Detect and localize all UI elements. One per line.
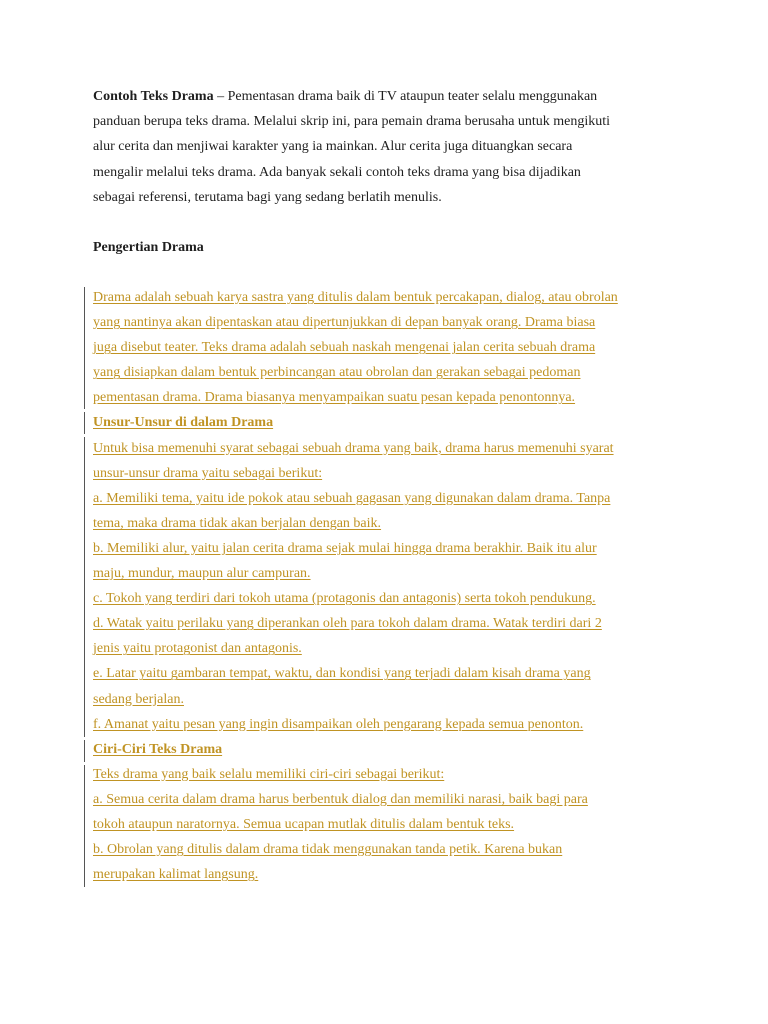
tracked-line: maju, mundur, maupun alur campuran.	[93, 566, 311, 582]
tracked-line: tokoh ataupun naratornya. Semua ucapan mutlak ditulis dalam bentuk teks.	[93, 816, 515, 832]
tracked-line: d. Watak yaitu perilaku yang diperankan oleh para tokoh dalam drama. Watak terdiri dari 2	[93, 616, 602, 632]
intro-first-line: – Pementasan drama baik di TV ataupun teater selalu menggunakan	[213, 89, 598, 104]
tracked-line: unsur-unsur drama yaitu sebagai berikut:	[93, 465, 323, 481]
intro-line: sebagai referensi, terutama bagi yang sedang berlatih menulis.	[93, 189, 442, 205]
tracked-line: e. Latar yaitu gambaran tempat, waktu, dan kondisi yang terjadi dalam kisah drama yang	[93, 666, 591, 682]
tracked-line: a. Semua cerita dalam drama harus berbentuk dialog dan memiliki narasi, baik bagi para	[93, 791, 588, 807]
tracked-line: c. Tokoh yang terdiri dari tokoh utama (protagonis dan antagonis) serta tokoh pendukung.	[93, 591, 596, 607]
tracked-changes-block	[93, 285, 693, 887]
intro-title: Contoh Teks Drama	[93, 89, 214, 104]
intro-paragraph	[93, 84, 683, 210]
tracked-line: pementasan drama. Drama biasanya menyampaikan suatu pesan kepada penontonnya.	[93, 390, 576, 406]
tracked-subheading: Unsur-Unsur di dalam Drama	[93, 415, 274, 431]
change-bar	[84, 740, 85, 762]
change-bar	[84, 437, 85, 737]
change-bar	[84, 412, 85, 434]
tracked-line: sedang berjalan.	[93, 691, 184, 707]
tracked-line: merupakan kalimat langsung.	[93, 867, 259, 883]
tracked-line: a. Memiliki tema, yaitu ide pokok atau sebuah gagasan yang digunakan dalam drama. Tanpa	[93, 490, 611, 506]
tracked-line: b. Obrolan yang ditulis dalam drama tidak menggunakan tanda petik. Karena bukan	[93, 842, 563, 858]
tracked-line: b. Memiliki alur, yaitu jalan cerita drama sejak mulai hingga drama berakhir. Baik itu alur	[93, 540, 597, 556]
change-bar	[84, 765, 85, 887]
tracked-line: jenis yaitu protagonist dan antagonis.	[93, 641, 302, 657]
tracked-line: Drama adalah sebuah karya sastra yang ditulis dalam bentuk percakapan, dialog, atau obrolan	[93, 290, 618, 305]
intro-line: panduan berupa teks drama. Melalui skrip ini, para pemain drama berusaha untuk mengikuti	[93, 114, 611, 130]
tracked-line: yang nantinya akan dipentaskan atau dipertunjukkan di depan banyak orang. Drama biasa	[93, 315, 596, 331]
intro-line: alur cerita dan menjiwai karakter yang ia mainkan. Alur cerita juga dituangkan secara	[93, 139, 573, 155]
tracked-line: f. Amanat yaitu pesan yang ingin disampaikan oleh pengarang kepada semua penonton.	[93, 716, 584, 732]
tracked-line: yang disiapkan dalam bentuk perbincangan atau obrolan dan gerakan sebagai pedoman	[93, 365, 581, 381]
section-heading-pengertian: Pengertian Drama	[93, 240, 204, 255]
tracked-line: Untuk bisa memenuhi syarat sebagai sebuah drama yang baik, drama harus memenuhi syarat	[93, 440, 614, 456]
tracked-line: tema, maka drama tidak akan berjalan dengan baik.	[93, 515, 382, 531]
tracked-line: Teks drama yang baik selalu memiliki ciri-ciri sebagai berikut:	[93, 766, 445, 782]
tracked-subheading: Ciri-Ciri Teks Drama	[93, 741, 223, 757]
change-bar	[84, 287, 85, 409]
intro-line: mengalir melalui teks drama. Ada banyak sekali contoh teks drama yang bisa dijadikan	[93, 164, 581, 180]
tracked-line: juga disebut teater. Teks drama adalah sebuah naskah mengenai jalan cerita sebuah drama	[93, 340, 596, 356]
